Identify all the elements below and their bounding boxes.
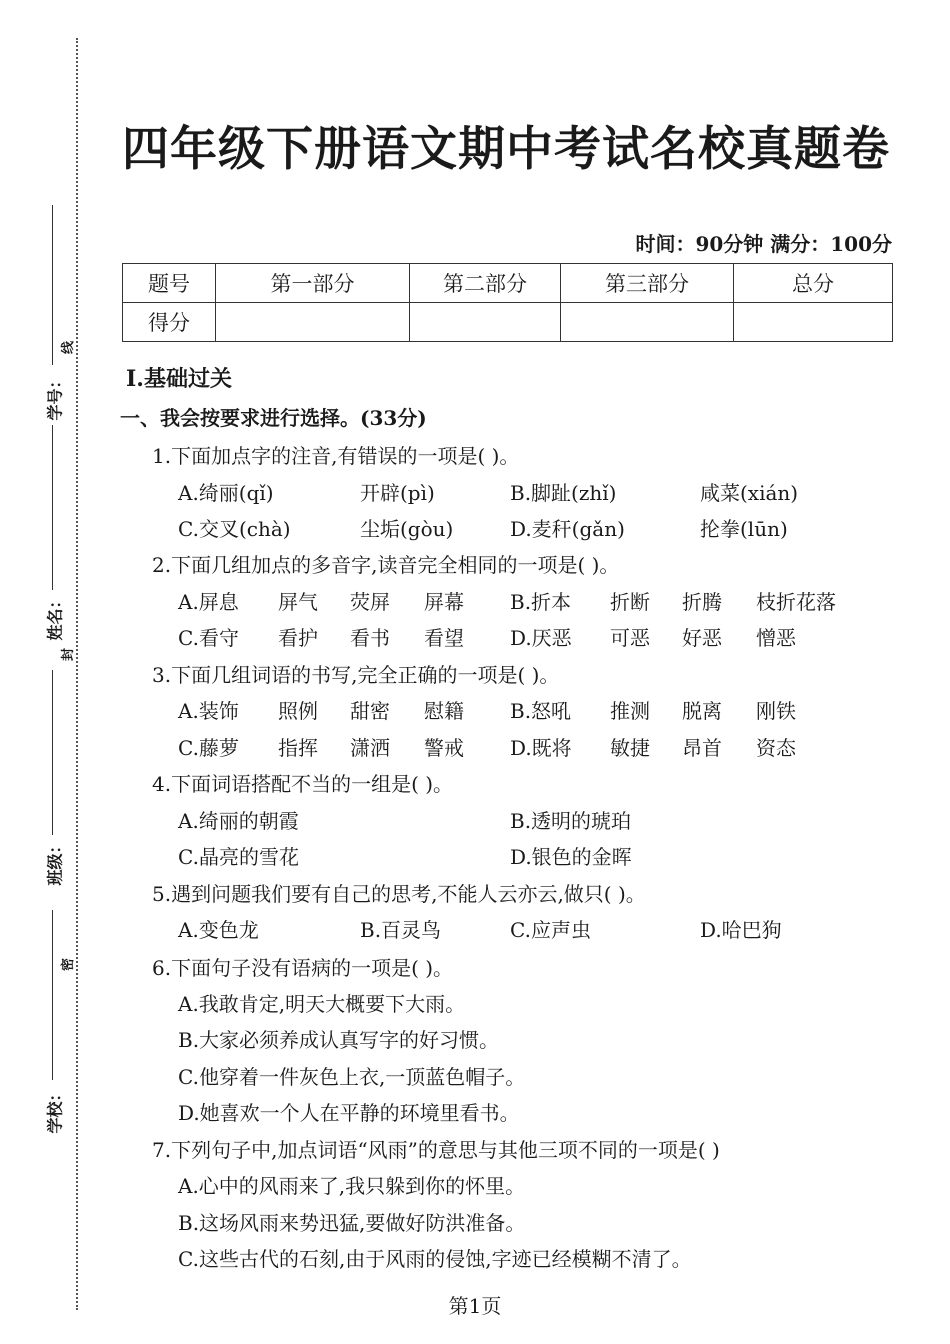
q3-option-b-word: 脱离: [682, 699, 722, 723]
score-cell-part1[interactable]: [216, 303, 410, 342]
section-title: Ⅰ.基础过关: [126, 366, 232, 392]
score-row-label: 得分: [123, 303, 216, 342]
header-cell: 第二部分: [410, 264, 561, 303]
cut-line: [76, 38, 78, 1310]
question-1-stem: 1.下面加点字的注音,有错误的一项是( )。: [152, 444, 520, 468]
q3-option-b-word: 推测: [610, 699, 650, 723]
q1-option-c-2: 尘垢(gòu): [360, 517, 454, 541]
q2-option-b-word: 枝折花落: [756, 590, 836, 614]
q2-option-b-word: 折断: [610, 590, 650, 614]
q1-option-a-1: A.绮丽(qǐ): [178, 481, 274, 505]
margin-cut-mark-mi: 密: [61, 957, 77, 972]
q7-option-b: B.这场风雨来势迅猛,要做好防洪准备。: [178, 1211, 526, 1235]
margin-school-label: 学校：: [45, 1085, 65, 1134]
score-table-score-row: [123, 303, 893, 342]
q2-option-a-word: 屏气: [278, 590, 318, 614]
question-3-stem: 3.下面几组词语的书写,完全正确的一项是( )。: [152, 663, 560, 687]
score-table: [122, 263, 893, 342]
margin-name-label: 姓名：: [45, 592, 65, 641]
q4-option-b: B.透明的琥珀: [510, 809, 632, 833]
q2-option-d-word: 可恶: [610, 626, 650, 650]
q3-option-d-word: 昂首: [682, 736, 722, 760]
q3-option-d-word: 敏捷: [610, 736, 650, 760]
margin-student-id-line: [52, 205, 53, 365]
q4-option-c: C.晶亮的雪花: [178, 845, 299, 869]
q3-option-d-word: D.既将: [510, 736, 572, 760]
q2-option-d-word: 憎恶: [756, 626, 796, 650]
q6-option-d: D.她喜欢一个人在平静的环境里看书。: [178, 1101, 520, 1125]
margin-student-id-label: 学号：: [45, 372, 65, 421]
q2-option-d-word: 好恶: [682, 626, 722, 650]
question-5-stem: 5.遇到问题我们要有自己的思考,不能人云亦云,做只( )。: [152, 882, 646, 906]
q3-option-b-word: 刚铁: [756, 699, 796, 723]
q2-option-a-word: 荧屏: [350, 590, 390, 614]
q1-option-b-1: B.脚趾(zhǐ): [510, 481, 617, 505]
q3-option-c-word: 警戒: [424, 736, 464, 760]
q1-option-a-2: 开辟(pì): [360, 481, 435, 505]
page-title: 四年级下册语文期中考试名校真题卷: [122, 122, 890, 177]
question-4-stem: 4.下面词语搭配不当的一组是( )。: [152, 772, 454, 796]
q3-option-c-word: 潇洒: [350, 736, 390, 760]
q5-option-c: C.应声虫: [510, 918, 591, 942]
margin-school-line: [52, 910, 53, 1080]
q3-option-b-word: B.怒吼: [510, 699, 572, 723]
subsection-title: 一、我会按要求进行选择。(33分): [120, 406, 427, 430]
q2-option-b-word: 折腾: [682, 590, 722, 614]
time-and-score: 时间：90分钟 满分：100分: [635, 232, 892, 256]
q3-option-a-word: 慰籍: [424, 699, 464, 723]
score-cell-part3[interactable]: [561, 303, 734, 342]
q3-option-c-word: C.藤萝: [178, 736, 239, 760]
q2-option-a-word: A.屏息: [178, 590, 239, 614]
q4-option-a: A.绮丽的朝霞: [178, 809, 299, 833]
q2-option-c-word: 看望: [424, 626, 464, 650]
q1-option-d-1: D.麦秆(gǎn): [510, 517, 625, 541]
q3-option-a-word: 照例: [278, 699, 318, 723]
margin-cut-mark-feng: 封: [61, 647, 77, 662]
q5-option-b: B.百灵鸟: [360, 918, 442, 942]
q3-option-a-word: A.装饰: [178, 699, 239, 723]
q6-option-c: C.他穿着一件灰色上衣,一顶蓝色帽子。: [178, 1065, 526, 1089]
margin-cut-mark-xian: 线: [61, 340, 77, 355]
header-cell: 第三部分: [561, 264, 734, 303]
q5-option-d: D.哈巴狗: [700, 918, 782, 942]
score-table-header-row: [123, 264, 893, 303]
q2-option-a-word: 屏幕: [424, 590, 464, 614]
q2-option-c-word: 看护: [278, 626, 318, 650]
q3-option-d-word: 资态: [756, 736, 796, 760]
q7-option-a: A.心中的风雨来了,我只躲到你的怀里。: [178, 1174, 526, 1198]
header-cell: 第一部分: [216, 264, 410, 303]
q1-option-b-2: 咸菜(xián): [700, 481, 799, 505]
q6-option-a: A.我敢肯定,明天大概要下大雨。: [178, 992, 466, 1016]
q7-option-c: C.这些古代的石刻,由于风雨的侵蚀,字迹已经模糊不清了。: [178, 1247, 692, 1271]
q2-option-c-word: 看书: [350, 626, 390, 650]
score-cell-total[interactable]: [734, 303, 893, 342]
header-cell: 题号: [123, 264, 216, 303]
question-7-stem: 7.下列句子中,加点词语“风雨”的意思与其他三项不同的一项是( ): [152, 1138, 720, 1162]
score-cell-part2[interactable]: [410, 303, 561, 342]
q3-option-c-word: 指挥: [278, 736, 318, 760]
q1-option-c-1: C.交叉(chà): [178, 517, 291, 541]
q2-option-d-word: D.厌恶: [510, 626, 572, 650]
q2-option-b-word: B.折本: [510, 590, 572, 614]
q1-option-d-2: 抡拳(lūn): [700, 517, 788, 541]
question-2-stem: 2.下面几组加点的多音字,读音完全相同的一项是( )。: [152, 553, 620, 577]
q2-option-c-word: C.看守: [178, 626, 239, 650]
question-6-stem: 6.下面句子没有语病的一项是( )。: [152, 956, 454, 980]
q5-option-a: A.变色龙: [178, 918, 259, 942]
header-cell: 总分: [734, 264, 893, 303]
q4-option-d: D.银色的金晖: [510, 845, 632, 869]
q3-option-a-word: 甜密: [350, 699, 390, 723]
page-number: 第1页: [448, 1294, 502, 1318]
margin-class-label: 班级：: [45, 837, 65, 886]
q6-option-b: B.大家必须养成认真写字的好习惯。: [178, 1028, 500, 1052]
margin-name-line: [52, 425, 53, 590]
margin-class-line: [52, 670, 53, 835]
